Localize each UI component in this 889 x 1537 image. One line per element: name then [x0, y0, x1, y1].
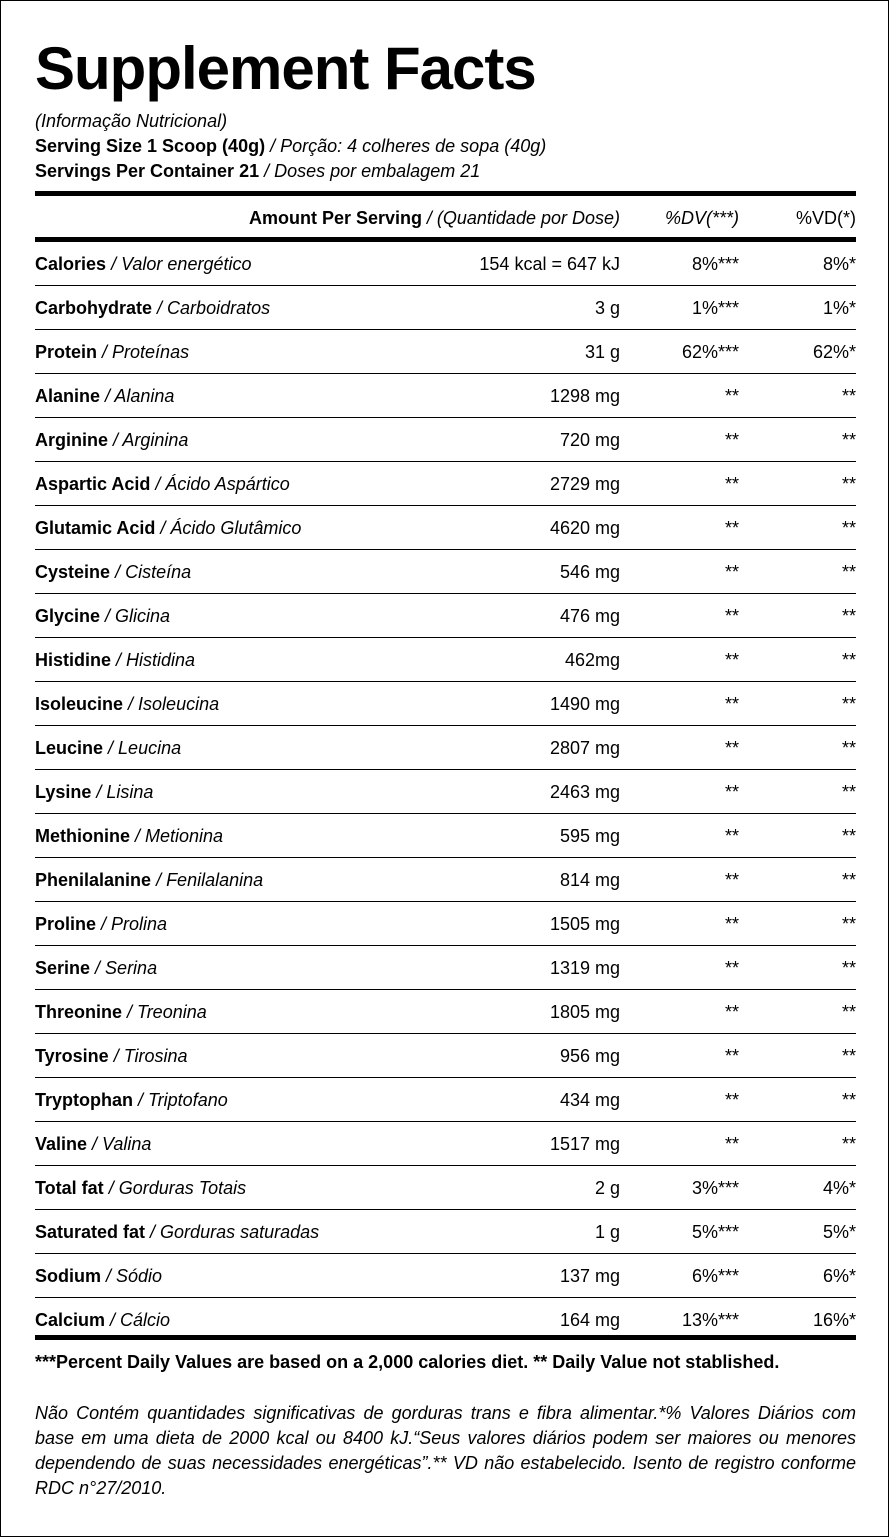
nutrient-name-pt: / Alanina [105, 386, 175, 406]
nutrient-dv: 13%*** [681, 1310, 739, 1330]
nutrient-name [35, 825, 223, 847]
nutrient-dv: 3%*** [691, 1178, 739, 1198]
header-vd: %VD(*) [795, 208, 856, 228]
nutrient-name [35, 913, 167, 935]
table-row [35, 462, 856, 506]
nutrient-amount: 2463 mg [549, 782, 620, 802]
bottom-thick-rule [35, 1335, 856, 1340]
nutrient-vd: ** [841, 562, 856, 582]
nutrient-amount: 2 g [594, 1178, 620, 1198]
nutrient-name-pt: / Proteínas [102, 342, 190, 362]
nutrient-dv: ** [724, 562, 739, 582]
nutrient-name-en: Phenilalanine [35, 870, 152, 890]
nutrient-amount: 956 mg [559, 1046, 620, 1066]
nutrient-name-pt: / Valor energético [111, 254, 252, 274]
nutrient-amount: 3 g [594, 298, 620, 318]
nutrient-name [35, 1221, 319, 1243]
table-row [35, 594, 856, 638]
nutrient-name-en: Sodium [35, 1266, 101, 1286]
table-row [35, 1034, 856, 1078]
nutrient-name-en: Arginine [35, 430, 109, 450]
nutrient-dv: ** [724, 474, 739, 494]
serving-size [35, 134, 546, 158]
nutrient-amount: 1517 mg [549, 1134, 620, 1154]
nutrient-vd: ** [841, 650, 856, 670]
nutrient-dv: ** [724, 518, 739, 538]
nutrient-vd: ** [841, 1090, 856, 1110]
nutrient-name-en: Methionine [35, 826, 130, 846]
label-title: Supplement Facts [35, 35, 536, 102]
nutrient-name-pt: / Valina [92, 1134, 152, 1154]
nutrient-dv: ** [724, 1046, 739, 1066]
nutrient-name [35, 341, 189, 363]
nutrient-name [35, 649, 195, 671]
nutrient-table [35, 242, 856, 1341]
footnote-portuguese: Não Contém quantidades significativas de gorduras trans e fibra alimentar.*% Valores Diários com base em uma dieta de 2000 kcal ou 8400 kJ.“Seus valores diários podem ser maiores ou menores dependendo de suas necessidades energéticas”.** VD não estabelecido. Isento de registro conforme RDC n°27/2010. [35, 1403, 856, 1498]
nutrient-name-en: Histidine [35, 650, 112, 670]
nutrient-name-pt: / Treonina [127, 1002, 207, 1022]
nutrient-name-en: Tryptophan [35, 1090, 133, 1110]
nutrient-name [35, 957, 157, 979]
table-row [35, 1122, 856, 1166]
nutrient-amount: 1319 mg [549, 958, 620, 978]
nutrient-dv: ** [724, 958, 739, 978]
nutrient-dv: ** [724, 1134, 739, 1154]
nutrient-name [35, 781, 153, 803]
nutrient-dv: ** [724, 386, 739, 406]
nutrient-name-en: Serine [35, 958, 91, 978]
nutrient-vd: 62%* [812, 342, 856, 362]
nutrient-dv: 5%*** [691, 1222, 739, 1242]
nutrient-name [35, 1133, 151, 1155]
nutrient-vd: ** [841, 958, 856, 978]
nutrient-name-pt: / Leucina [108, 738, 182, 758]
top-thick-rule [35, 191, 856, 196]
nutrient-dv: ** [724, 870, 739, 890]
nutrient-vd: ** [841, 606, 856, 626]
nutrient-name-pt: / Prolina [101, 914, 168, 934]
nutrient-vd: ** [841, 1046, 856, 1066]
nutrient-vd: ** [841, 826, 856, 846]
nutrient-name [35, 1265, 162, 1287]
nutrient-dv: ** [724, 430, 739, 450]
nutrient-name [35, 561, 191, 583]
table-row [35, 418, 856, 462]
nutrient-amount: 31 g [584, 342, 620, 362]
nutrient-dv: ** [724, 782, 739, 802]
nutrient-name [35, 1177, 246, 1199]
nutrient-name [35, 1089, 228, 1111]
nutrient-amount: 1805 mg [549, 1002, 620, 1022]
nutrient-name-en: Alanine [35, 386, 101, 406]
nutrient-name [35, 605, 170, 627]
nutrient-dv: 8%*** [691, 254, 739, 274]
nutrient-amount: 1298 mg [549, 386, 620, 406]
nutrient-amount: 595 mg [559, 826, 620, 846]
nutrient-name-pt: / Cisteína [115, 562, 192, 582]
subtitle-pt: (Informação Nutricional) [35, 111, 228, 131]
nutrient-name [35, 473, 290, 495]
nutrient-name-en: Isoleucine [35, 694, 124, 714]
nutrient-name-en: Glycine [35, 606, 101, 626]
table-row [35, 1254, 856, 1298]
table-row [35, 770, 856, 814]
nutrient-name-en: Calcium [35, 1310, 106, 1330]
table-row [35, 374, 856, 418]
table-row [35, 638, 856, 682]
nutrient-amount: 154 kcal = 647 kJ [479, 254, 620, 274]
nutrient-dv: ** [724, 606, 739, 626]
nutrient-name-en: Lysine [35, 782, 92, 802]
nutrient-name-en: Saturated fat [35, 1222, 146, 1242]
subtitle [35, 109, 227, 133]
table-row [35, 1210, 856, 1254]
table-row [35, 330, 856, 374]
table-row [35, 286, 856, 330]
table-row [35, 242, 856, 286]
table-row [35, 946, 856, 990]
nutrient-vd: ** [841, 870, 856, 890]
nutrient-name [35, 1001, 207, 1023]
nutrient-vd: ** [841, 694, 856, 714]
nutrient-name-en: Threonine [35, 1002, 123, 1022]
nutrient-vd: 16%* [812, 1310, 856, 1330]
nutrient-dv: 6%*** [691, 1266, 739, 1286]
serving-size-pt: / Porção: 4 colheres de sopa (40g) [270, 136, 547, 156]
nutrient-name-pt: / Fenilalanina [156, 870, 264, 890]
nutrient-name [35, 1309, 170, 1331]
nutrient-dv: ** [724, 914, 739, 934]
nutrient-vd: ** [841, 1002, 856, 1022]
nutrient-name-pt: / Tirosina [113, 1046, 188, 1066]
nutrient-dv: ** [724, 1002, 739, 1022]
nutrient-vd: 1%* [822, 298, 856, 318]
nutrient-dv: ** [724, 738, 739, 758]
nutrient-dv: 1%*** [691, 298, 739, 318]
nutrient-amount: 720 mg [559, 430, 620, 450]
nutrient-vd: 5%* [822, 1222, 856, 1242]
nutrient-amount: 164 mg [559, 1310, 620, 1330]
nutrient-name-pt: / Gorduras Totais [108, 1178, 247, 1198]
table-row [35, 682, 856, 726]
nutrient-vd: ** [841, 782, 856, 802]
nutrient-vd: ** [841, 474, 856, 494]
nutrient-amount: 4620 mg [549, 518, 620, 538]
nutrient-name-en: Valine [35, 1134, 88, 1154]
nutrient-name-en: Tyrosine [35, 1046, 109, 1066]
nutrient-amount: 137 mg [559, 1266, 620, 1286]
nutrient-amount: 1 g [594, 1222, 620, 1242]
nutrient-name-pt: / Carboidratos [157, 298, 271, 318]
nutrient-vd: ** [841, 914, 856, 934]
nutrient-name [35, 385, 174, 407]
nutrient-name-en: Glutamic Acid [35, 518, 156, 538]
nutrient-name-en: Total fat [35, 1178, 104, 1198]
nutrient-name-pt: / Ácido Glutâmico [160, 518, 302, 538]
nutrient-name [35, 253, 251, 275]
header-amount-en: Amount Per Serving [248, 208, 422, 228]
serving-size-en: Serving Size 1 Scoop (40g) [35, 136, 266, 156]
nutrient-name [35, 869, 263, 891]
nutrient-name [35, 1045, 188, 1067]
nutrient-name-en: Leucine [35, 738, 104, 758]
nutrient-amount: 2807 mg [549, 738, 620, 758]
nutrient-name-pt: / Arginina [113, 430, 189, 450]
table-header [35, 197, 856, 237]
nutrient-vd: ** [841, 1134, 856, 1154]
nutrient-name-pt: / Lisina [96, 782, 154, 802]
nutrient-name-en: Carbohydrate [35, 298, 153, 318]
servings-per-container-pt: / Doses por embalagem 21 [264, 161, 481, 181]
nutrient-dv: ** [724, 650, 739, 670]
table-row [35, 990, 856, 1034]
nutrient-dv: 62%*** [681, 342, 739, 362]
nutrient-amount: 476 mg [559, 606, 620, 626]
nutrient-amount: 546 mg [559, 562, 620, 582]
nutrient-vd: ** [841, 738, 856, 758]
nutrient-amount: 434 mg [559, 1090, 620, 1110]
nutrient-name-pt: / Metionina [135, 826, 224, 846]
nutrient-dv: ** [724, 694, 739, 714]
nutrient-name [35, 429, 188, 451]
nutrient-name [35, 693, 219, 715]
nutrient-name-pt: / Isoleucina [128, 694, 220, 714]
nutrient-name-pt: / Histidina [116, 650, 196, 670]
nutrient-vd: ** [841, 518, 856, 538]
nutrient-dv: ** [724, 826, 739, 846]
nutrient-amount: 1505 mg [549, 914, 620, 934]
table-row [35, 726, 856, 770]
nutrient-vd: 4%* [822, 1178, 856, 1198]
nutrient-name-pt: / Gorduras saturadas [150, 1222, 320, 1242]
nutrient-name-en: Cysteine [35, 562, 111, 582]
nutrient-name-pt: / Ácido Aspártico [155, 474, 290, 494]
footnote-daily-values: ***Percent Daily Values are based on a 2,000 calories diet. ** Daily Value not stablished. [35, 1352, 780, 1372]
nutrient-vd: 6%* [822, 1266, 856, 1286]
nutrient-name-pt: / Cálcio [110, 1310, 171, 1330]
nutrient-amount: 814 mg [559, 870, 620, 890]
nutrient-name-en: Calories [35, 254, 107, 274]
nutrient-name [35, 737, 181, 759]
table-row [35, 506, 856, 550]
nutrient-name-pt: / Sódio [106, 1266, 163, 1286]
nutrient-amount: 2729 mg [549, 474, 620, 494]
header-dv: %DV(***) [664, 208, 739, 228]
table-row [35, 814, 856, 858]
nutrient-amount: 462mg [564, 650, 620, 670]
nutrient-name-en: Protein [35, 342, 98, 362]
nutrient-dv: ** [724, 1090, 739, 1110]
table-row [35, 1078, 856, 1122]
nutrient-name-pt: / Serina [95, 958, 158, 978]
nutrient-name [35, 517, 301, 539]
nutrient-name [35, 297, 270, 319]
table-row [35, 858, 856, 902]
nutrient-vd: 8%* [822, 254, 856, 274]
servings-per-container [35, 159, 480, 183]
nutrient-amount: 1490 mg [549, 694, 620, 714]
table-row [35, 902, 856, 946]
nutrient-vd: ** [841, 386, 856, 406]
nutrient-vd: ** [841, 430, 856, 450]
nutrient-name-pt: / Glicina [105, 606, 171, 626]
nutrient-name-en: Aspartic Acid [35, 474, 151, 494]
servings-per-container-en: Servings Per Container 21 [35, 161, 260, 181]
nutrient-name-en: Proline [35, 914, 97, 934]
table-row [35, 550, 856, 594]
nutrient-name-pt: / Triptofano [138, 1090, 228, 1110]
header-amount-pt: / (Quantidade por Dose) [426, 208, 620, 228]
table-row [35, 1166, 856, 1210]
